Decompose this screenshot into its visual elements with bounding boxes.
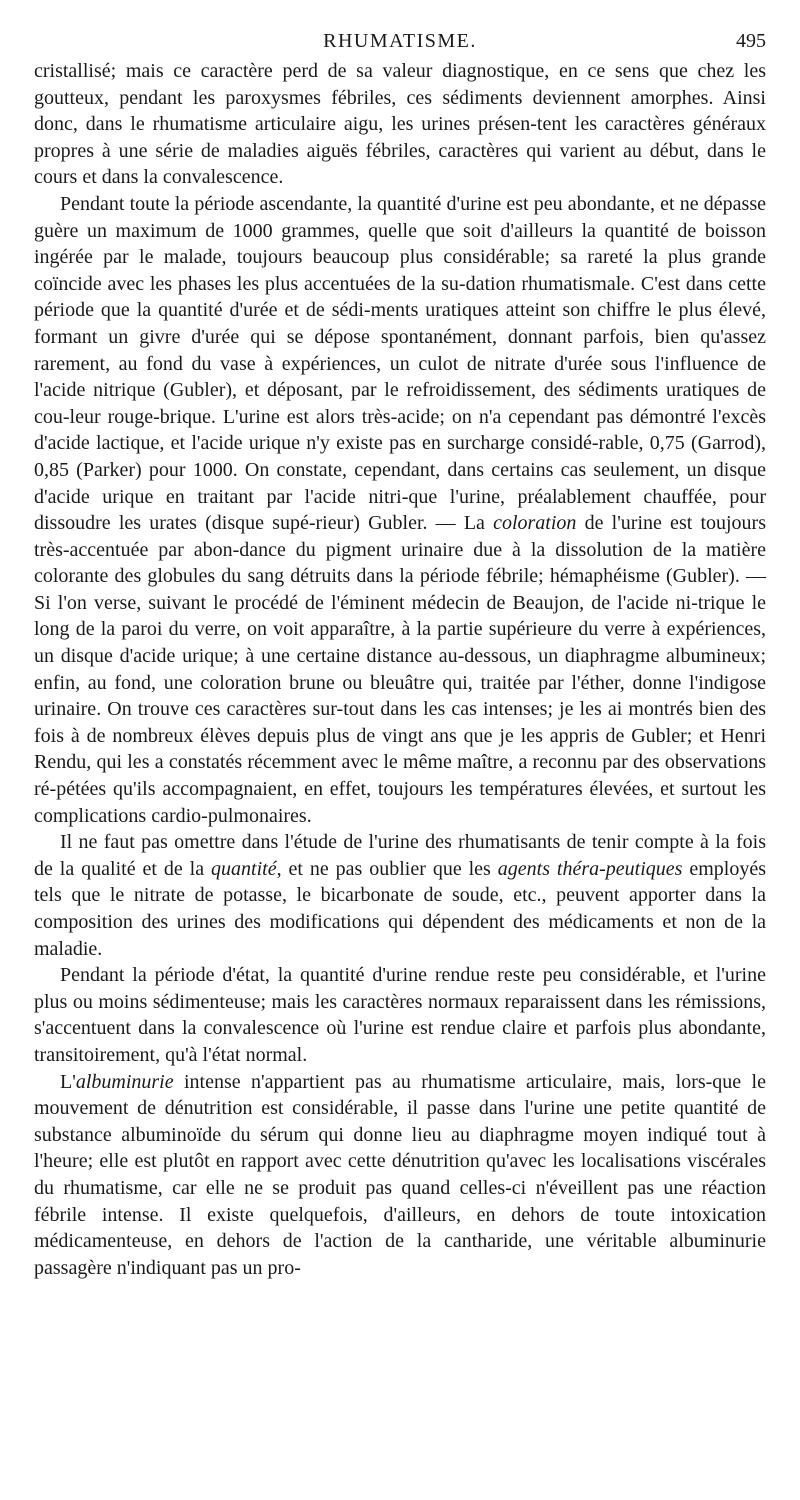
text-run: Pendant toute la période ascendante, la quantité d'urine est peu abondante, et ne dépasse guère un maximum de 1000 grammes, quelle que soit d'ailleurs la quantité de boisson ingérée par le malade, toujours beaucoup plus considérable; sa rareté la plus grande coïncide avec les phases les plus accentuées de la su-dation rhumatismale. C'est dans cette période que la quantité d'urée et de sédi-ments uratiques atteint son chiffre le plus élevé, formant un givre d'urée qui se dépose spontanément, donnant parfois, bien qu'assez rarement, au fond du vase à expériences, un culot de nitrate d'urée sous l'influence de l'acide nitrique (Gubler), et déposant, par le refroidissement, des sédiments uratiques de cou-leur rouge-brique. L'urine est alors très-acide; on n'a cependant pas démontré l'excès d'acide lactique, et l'acide urique n'y existe pas en surcharge considé-rable, 0,75 (Garrod), 0,85 (Parker) pour 1000. On constate, cependant, dans certains cas seulement, un disque d'acide urique en traitant par l'acide nitri-que l'urine, préalablement chauffée, pour dissoudre les urates (disque supé-rieur) Gubler. — La [34, 192, 766, 535]
paragraph-continuation [34, 58, 766, 191]
text-run: cristallisé; mais ce caractère perd de sa valeur diagnostique, en ce sens que chez les goutteux, pendant les paroxysmes fébriles, ces sédiments deviennent amorphes. Ainsi donc, dans le rhumatisme articulaire aigu, les urines présen-tent les caractères généraux propres à une série de maladies aiguës fébriles, caractères qui varient au début, dans le cours et dans la convalescence. [34, 60, 766, 189]
paragraph-therapeutic-agents [34, 829, 766, 962]
running-title: RHUMATISME. [323, 30, 477, 52]
italic-term: coloration [493, 512, 577, 535]
page-number: 495 [736, 30, 766, 52]
italic-term: agents théra-peutiques [497, 857, 683, 880]
paragraph-period-of-state [34, 962, 766, 1068]
paragraph-albuminuria [34, 1069, 766, 1282]
text-run: de l'urine est toujours très-accentuée par abon-dance du pigment urinaire due à la dissolution de la matière colorante des globules du sang détruits dans la période fébrile; hémaphéisme (Gubler). — Si l'on verse, suivant le procédé de l'éminent médecin de Beaujon, de l'acide ni-trique le long de la paroi du verre, on voit apparaître, à la partie supérieure du verre à expériences, un disque d'acide urique; à une certaine distance au-dessous, un diaphragme albumineux; enfin, au fond, une coloration brune ou bleuâtre qui, traitée par l'éther, donne l'indigose urinaire. On trouve ces caractères sur-tout dans les cas intenses; je les ai montrés bien des fois à de nombreux élèves depuis plus de vingt ans que je les appris de Gubler; et Henri Rendu, qui les a constatés récemment avec le même maître, a reconnu par des observations ré-pétées qu'ils accompagnaient, en effet, toujours les températures élevées, et surtout les complications cardio-pulmonaires. [34, 512, 766, 827]
italic-term: albuminurie [75, 1070, 174, 1093]
paragraph-urine-quantity [34, 191, 766, 829]
text-run: employés tels que le nitrate de potasse, le bicarbonate de soude, etc., peuvent apporter dans la composition des urines des modifications qui dépendent des médicaments et non de la maladie. [34, 857, 767, 960]
text-run: L' [60, 1070, 76, 1093]
book-page [34, 30, 766, 1281]
italic-term: quantité [211, 857, 277, 880]
text-run: Il ne faut pas omettre dans l'étude de l'urine des rhumatisants de tenir compte à la fois de la qualité et de la [34, 831, 766, 880]
text-run: intense n'appartient pas au rhumatisme articulaire, mais, lors-que le mouvement de dénutrition est considérable, il passe dans l'urine une petite quantité de substance albuminoïde du sérum qui donne lieu au diaphragme moyen indiqué tout à l'heure; elle est plutôt en rapport avec cette dénutrition qu'avec les localisations viscérales du rhumatisme, car elle ne se produit pas quand celles-ci n'éveillent pas une réaction fébrile intense. Il existe quelquefois, d'ailleurs, en dehors de toute intoxication médicamenteuse, en dehors de l'action de la cantharide, une véritable albuminurie passagère n'indiquant pas un pro- [34, 1070, 766, 1279]
text-run: , et ne pas oublier que les [276, 857, 498, 880]
text-run: Pendant la période d'état, la quantité d'urine rendue reste peu considérable, et l'urine plus ou moins sédimenteuse; mais les caractères normaux reparaissent dans les rémissions, s'accentuent dans la convalescence où l'urine est rendue claire et parfois plus abondante, transitoirement, qu'à l'état normal. [34, 964, 766, 1066]
body-text [34, 58, 766, 1281]
running-header [34, 30, 766, 58]
